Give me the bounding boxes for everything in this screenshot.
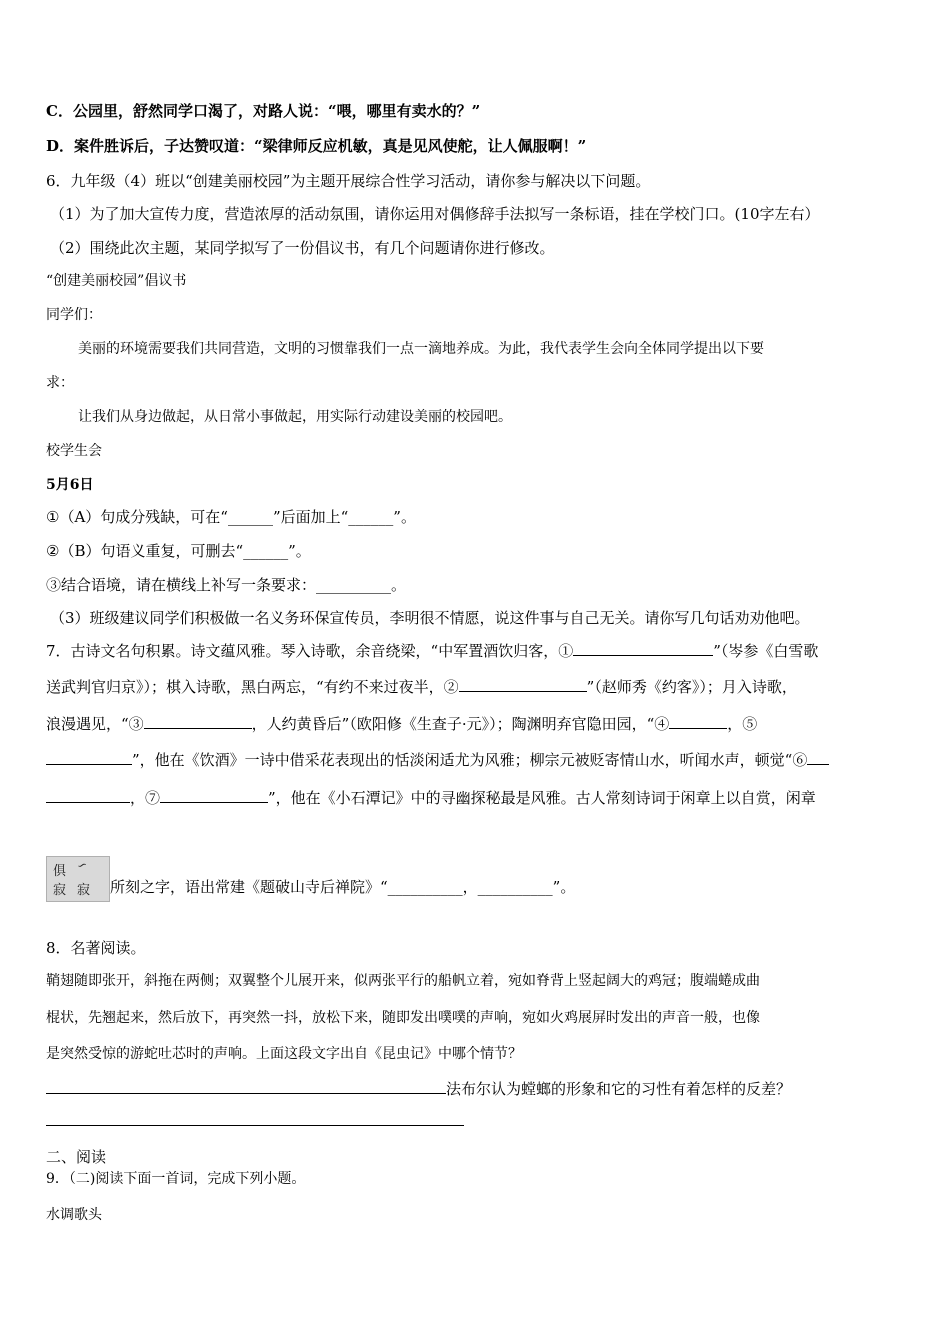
answer-blank bbox=[46, 788, 130, 803]
q8-answer-line bbox=[46, 1110, 906, 1132]
q6-sub2: ②（B）句语义重复，可删去“______”。 bbox=[46, 542, 311, 560]
q7-text: 送武判官归京》）；棋入诗歌，黑白两忘，“有约不来过夜半，② bbox=[46, 678, 459, 696]
q7-line-6: 所刻之字，语出常建《题破山寺后禅院》“__________，__________”。 bbox=[110, 878, 576, 896]
section-heading: 二、阅读 bbox=[46, 1148, 107, 1166]
q6-part2: （2）围绕此次主题，某同学拟写了一份倡议书，有几个问题请你进行修改。 bbox=[50, 239, 555, 257]
q9-stem: 9．（二)阅读下面一首词，完成下列小题。 bbox=[46, 1171, 306, 1187]
q7-text: 浪漫遇见，“③ bbox=[46, 715, 144, 733]
answer-blank bbox=[160, 788, 268, 803]
q7-line-4 bbox=[46, 749, 906, 771]
q7-text: ，人约黄昏后”（欧阳修《生查子·元》）；陶渊明弃官隐田园，“④ bbox=[251, 715, 670, 733]
q6-sub3: ③结合语境，请在横线上补写一条要求：__________。 bbox=[46, 576, 407, 594]
q7-text: ，⑦ bbox=[130, 789, 161, 807]
answer-blank bbox=[144, 714, 252, 729]
q7-line-1 bbox=[46, 640, 906, 662]
q6-sub1: ①（A）句成分残缺，可在“______”后面加上“______”。 bbox=[46, 508, 416, 526]
letter-signature: 校学生会 bbox=[46, 443, 102, 459]
q5-option-d: D．案件胜诉后，子达赞叹道：“梁律师反应机敏，真是见风使舵，让人佩服啊！” bbox=[46, 137, 587, 155]
q7-text: 7．古诗文名句积累。诗文蕴风雅。琴入诗歌，余音绕梁，“中军置酒饮归客，① bbox=[46, 642, 574, 660]
q8-passage-1: 鞘翅随即张开，斜拖在两侧；双翼整个儿展开来，似两张平行的船帆立着，宛如脊背上竖起阔大的鸡冠；腹端蜷成曲 bbox=[46, 973, 760, 989]
q7-text: ”（岑参《白雪歌 bbox=[713, 642, 819, 660]
letter-greeting: 同学们： bbox=[46, 307, 102, 323]
answer-blank bbox=[669, 714, 727, 729]
poem-title: 水调歌头 bbox=[46, 1207, 102, 1223]
answer-blank bbox=[46, 750, 132, 765]
letter-title: “创建美丽校园”倡议书 bbox=[46, 273, 187, 289]
letter-body-1-cont: 求： bbox=[46, 375, 74, 391]
letter-body-2: 让我们从身边做起，从日常小事做起，用实际行动建设美丽的校园吧。 bbox=[78, 409, 512, 425]
answer-blank bbox=[807, 750, 829, 765]
answer-blank bbox=[573, 641, 713, 656]
letter-date: 5月6日 bbox=[46, 477, 94, 493]
seal-stamp-image: 俱 ∽ 寂 寂 bbox=[46, 856, 110, 902]
q6-part3: （3）班级建议同学们积极做一名义务环保宣传员，李明很不情愿，说这件事与自己无关。请你写几句话劝劝他吧。 bbox=[50, 609, 810, 627]
q7-line-5 bbox=[46, 787, 906, 809]
q6-stem: 6．九年级（4）班以“创建美丽校园”为主题开展综合性学习活动，请你参与解决以下问题。 bbox=[46, 172, 651, 190]
answer-blank bbox=[46, 1111, 464, 1126]
q8-question-line bbox=[46, 1078, 906, 1100]
q7-text: ”，他在《饮酒》一诗中借采花表现出的恬淡闲适尤为风雅；柳宗元被贬寄情山水，听闻水声，顿觉“⑥ bbox=[132, 751, 808, 769]
q6-part1: （1）为了加大宣传力度，营造浓厚的活动氛围，请你运用对偶修辞手法拟写一条标语，挂在学校门口。(10字左右） bbox=[50, 205, 820, 223]
q7-line-3 bbox=[46, 713, 906, 735]
q7-text: ”（赵师秀《约客》）；月入诗歌， bbox=[586, 678, 797, 696]
answer-blank bbox=[46, 1079, 446, 1094]
q7-text: ”，他在《小石潭记》中的寻幽探秘最是风雅。古人常刻诗词于闲章上以自赏，闲章 bbox=[268, 789, 816, 807]
q7-text: ，⑤ bbox=[727, 715, 758, 733]
q8-stem: 8．名著阅读。 bbox=[46, 939, 146, 957]
q8-passage-3: 是突然受惊的游蛇吐芯时的声响。上面这段文字出自《昆虫记》中哪个情节？ bbox=[46, 1046, 522, 1062]
letter-body-1: 美丽的环境需要我们共同营造，文明的习惯靠我们一点一滴地养成。为此，我代表学生会向全体同学提出以下要 bbox=[78, 341, 764, 357]
answer-blank bbox=[459, 677, 587, 692]
q8-question-2: 法布尔认为螳螂的形象和它的习性有着怎样的反差？ bbox=[446, 1080, 792, 1098]
q5-option-c: C．公园里，舒然同学口渴了，对路人说：“喂，哪里有卖水的？” bbox=[46, 102, 481, 120]
q7-line-2 bbox=[46, 676, 906, 698]
q8-passage-2: 棍状，先翘起来，然后放下，再突然一抖，放松下来，随即发出噗噗的声响，宛如火鸡展屏时发出的声音一般，也像 bbox=[46, 1010, 760, 1026]
